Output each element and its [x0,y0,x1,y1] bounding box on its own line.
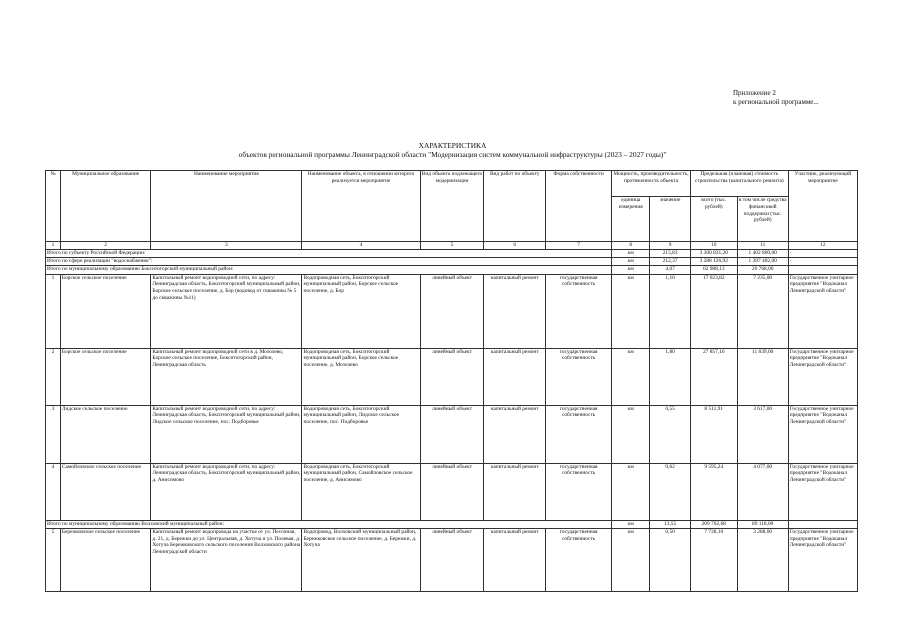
row-object: Водопроводная сеть, Бокситогорский муниципальный район, Борское сельское поселение, д. Мозолево [302,348,420,405]
row-ownership: государственная собственность [546,348,612,405]
appendix-line-1: Приложение 2 [733,89,776,97]
header-object: Наименование объекта, в отношении которого реализуется мероприятие [302,171,420,242]
total-unit: км [612,520,650,528]
header-participant: Участник, реализующий мероприятие [788,171,857,242]
total-fund: 26 768,00 [737,266,788,274]
col-number: 12 [788,242,857,250]
table-row [46,348,858,405]
total-value: 4,07 [650,266,690,274]
row-participant: Государственное унитарное предприятие "Водоканал Ленинградской области" [788,405,857,463]
row-fund: 4 077,00 [737,463,788,520]
col-number: 6 [484,242,546,250]
row-fund: 3 617,00 [737,405,788,463]
row-unit: км [612,348,650,405]
total-cost: 62 988,13 [690,266,737,274]
row-activity: Капитальный ремонт водопроводной сети в д. Мозолево, Борское сельское поселение, Бокситогорский район, Ленинградская область [151,348,302,405]
row-total: 17 023,82 [690,274,737,348]
total-row-boksitogorsk [46,266,858,274]
col-number: 2 [60,242,150,250]
header-capacity: Мощность, производительность, протяженность объекта [612,171,691,197]
total-unit: км [612,258,650,266]
row-object-type: линейный объект [420,528,484,591]
header-municipality: Муниципальное образование [60,171,150,242]
col-number: 3 [151,242,302,250]
row-object-type: линейный объект [420,274,484,348]
header-value: значение [650,197,690,242]
row-work-type: капитальный ремонт [484,274,546,348]
row-unit: км [612,405,650,463]
header-fund: в том числе средства финансовой поддержки (тыс. рублей) [737,197,788,242]
table-row [46,463,858,520]
total-label: Итого по субъекту Российской Федерации: [46,250,612,258]
col-number: 5 [420,242,484,250]
row-unit: км [612,274,650,348]
appendix-line-2: к региональной программе... [733,98,819,106]
row-unit: км [612,463,650,520]
row-participant: Государственное унитарное предприятие "Водоканал Ленинградской области" [788,348,857,405]
row-total: 7 738,10 [690,528,737,591]
row-unit: км [612,528,650,591]
row-participant: Государственное унитарное предприятие "Водоканал Ленинградской области" [788,463,857,520]
document-title: ХАРАКТЕРИСТИКА [418,141,487,150]
row-ownership: государственная собственность [546,274,612,348]
row-ownership: государственная собственность [546,463,612,520]
characteristics-table [45,170,858,592]
col-number: 7 [546,242,612,250]
appendix-note [733,89,819,107]
row-object: Водопроводная сеть, Бокситогорский муниципальный район, Борское сельское поселение, д. Бор [302,274,420,348]
row-value: 0,62 [650,463,690,520]
row-number: 4 [46,463,61,520]
row-number: 5 [46,528,61,591]
row-object-type: линейный объект [420,405,484,463]
row-municipality: Лидское сельское поселение [60,405,150,463]
row-total: 9 595,24 [690,463,737,520]
row-municipality: Борское сельское поселение [60,274,150,348]
row-object-type: линейный объект [420,463,484,520]
row-activity: Капитальный ремонт водопроводной сети, по адресу: Ленинградская область, Бокситогорский муниципальный район, д. Анисимово [151,463,302,520]
row-value: 1,10 [650,274,690,348]
row-work-type: капитальный ремонт [484,528,546,591]
header-object-type: Вид объекта подлежащего модернизации [420,171,484,242]
col-number: 4 [302,242,420,250]
table-row [46,274,858,348]
row-ownership: государственная собственность [546,405,612,463]
row-municipality: Самойловское сельское поселение [60,463,150,520]
total-fund: 1 402 800,00 [737,250,788,258]
total-label: Итого по муниципальному образованию Волховский муниципальный район: [46,520,612,528]
total-row-region [46,250,858,258]
row-activity: Капитальный ремонт водопровода на участке от ул. Песочная, д. 21, д. Бережки до ул. Центральная, д. Хотуча и ул. Полевая, д. Хотуча Бережковского сельского поселения Волховского района Ленинградской области [151,528,302,591]
table-row [46,405,858,463]
total-participant [788,520,857,528]
row-activity: Капитальный ремонт водопроводной сети, по адресу: Ленинградская область, Бокситогорский муниципальный район, Лидское сельское поселение, пос. Подборовье [151,405,302,463]
header-work-type: Вид работ по объекту [484,171,546,242]
row-municipality: Борское сельское поселение [60,348,150,405]
header-cost: Предельная (плановая) стоимость строительства (капитального ремонта) [690,171,788,197]
col-number: 8 [612,242,650,250]
total-cost: 209 702,68 [690,520,737,528]
total-value: 13,55 [650,520,690,528]
row-municipality: Бережковское сельское поселение [60,528,150,591]
total-participant: - [788,250,857,258]
col-number: 9 [650,242,690,250]
total-value: 215,83 [650,250,690,258]
row-activity: Капитальный ремонт водопроводной сети, по адресу: Ленинградская область, Бокситогорский муниципальный район, Борское сельское поселение, д. Бор (водовод от скважины № 5 до скважины №11) [151,274,302,348]
row-object-type: линейный объект [420,348,484,405]
row-number: 2 [46,348,61,405]
row-work-type: капитальный ремонт [484,405,546,463]
row-work-type: капитальный ремонт [484,348,546,405]
total-cost: 3 300 831,20 [690,250,737,258]
row-object: Водопроводная сеть, Бокситогорский муниципальный район, Самойловское сельское поселение, д. Анисимово [302,463,420,520]
row-ownership: государственная собственность [546,528,612,591]
total-label: Итого по муниципальному образованию Бокситогорский муниципальный район: [46,266,612,274]
total-participant: - [788,258,857,266]
column-numbers-row [46,242,858,250]
row-value: 0,50 [650,528,690,591]
total-unit: км [612,250,650,258]
total-row-water [46,258,858,266]
row-object: Водопровод, Волховский муниципальный район, Бережковское сельское поселение, д. Бережки, д. Хотуча [302,528,420,591]
header-total: всего (тыс. рублей) [690,197,737,242]
header-row [46,171,858,197]
row-total: 27 857,16 [690,348,737,405]
total-label: Итого по сфере реализации "водоснабжение": [46,258,612,266]
header-activity: Наименование мероприятия [151,171,302,242]
header-unit: единица измерения [612,197,650,242]
header-num: № [46,171,61,242]
document-subtitle: объектов региональной программы Ленинградской области "Модернизация систем коммунальной инфраструктуры (2023 – 2027 годы)" [238,150,667,159]
total-row-volkhov [46,520,858,528]
row-fund: 7 235,00 [737,274,788,348]
row-participant: Государственное унитарное предприятие "Водоканал Ленинградской области" [788,528,857,591]
row-value: 0,55 [650,405,690,463]
row-value: 1,80 [650,348,690,405]
col-number: 10 [690,242,737,250]
row-total: 8 511,91 [690,405,737,463]
col-number: 1 [46,242,61,250]
total-fund: 89 118,00 [737,520,788,528]
table-row [46,528,858,591]
total-value: 212,37 [650,258,690,266]
row-number: 3 [46,405,61,463]
total-fund: 1 397 402,00 [737,258,788,266]
row-fund: 3 288,00 [737,528,788,591]
row-participant: Государственное унитарное предприятие "Водоканал Ленинградской области" [788,274,857,348]
row-number: 1 [46,274,61,348]
header-ownership: Форма собственности [546,171,612,242]
total-participant [788,266,857,274]
total-cost: 3 288 126,92 [690,258,737,266]
row-object: Водопроводная сеть, Бокситогорский муниципальный район, Лидское сельское поселение, пос. Подборовье [302,405,420,463]
row-work-type: капитальный ремонт [484,463,546,520]
col-number: 11 [737,242,788,250]
total-unit: км [612,266,650,274]
row-fund: 11 839,00 [737,348,788,405]
